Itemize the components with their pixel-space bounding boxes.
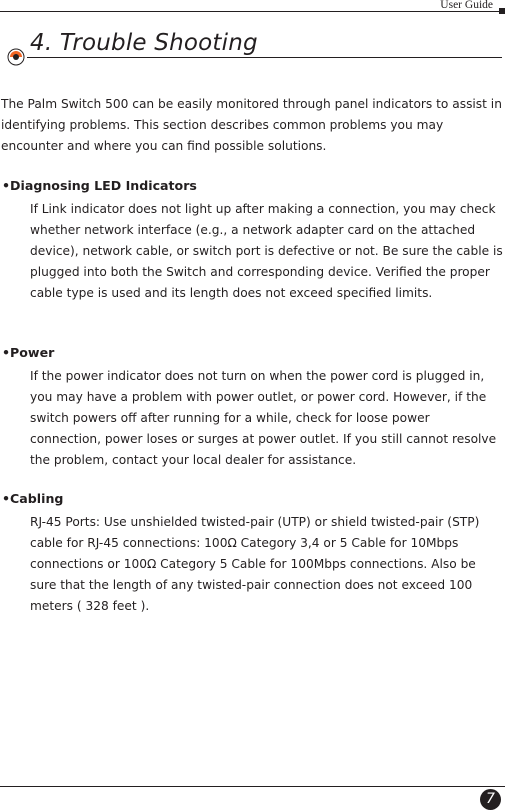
page-number: 7	[480, 789, 501, 810]
title-rule	[27, 57, 502, 58]
section-heading-power: •Power	[2, 345, 55, 360]
section-body-led: If Link indicator does not light up after making a connection, you may check whether network interface (e.g., a network adapter card on the attached device), network cable, or switch port is defective or not. Be sure the cable is plugged into both the Switch and corresponding device. Verified the proper cable type is used and its length does not exceed specified limits.	[30, 202, 503, 300]
header-label: User Guide	[437, 0, 493, 11]
section-heading-cabling: •Cabling	[2, 491, 64, 506]
section-heading-led: •Diagnosing LED Indicators	[2, 178, 197, 193]
section-body-power: If the power indicator does not turn on when the power cord is plugged in, you may have a problem with power outlet, or power cord. However, if the switch powers off after running for a while, check for loose power connection, power loses or surges at power outlet. If you still cannot resolve the problem, contact your local dealer for assistance.	[30, 369, 497, 467]
header-rule	[0, 11, 499, 12]
section-bullet-icon	[7, 48, 25, 66]
intro-paragraph: The Palm Switch 500 can be easily monitored through panel indicators to assist in identifying problems. This section describes common problems you may encounter and where you can find possible solutions.	[1, 97, 502, 153]
page-title: 4. Trouble Shooting	[30, 30, 258, 56]
header-square-icon	[499, 8, 505, 14]
footer-rule	[0, 786, 505, 787]
section-body-cabling: RJ-45 Ports: Use unshielded twisted-pair (UTP) or shield twisted-pair (STP) cable for RJ-45 connections: 100Ω Category 3,4 or 5 Cable for 10Mbps connections or 100Ω Category 5 Cable for 100Mbps connections. Also be sure that the length of any twisted-pair connection does not exceed 100 meters ( 328 feet ).	[30, 515, 480, 613]
